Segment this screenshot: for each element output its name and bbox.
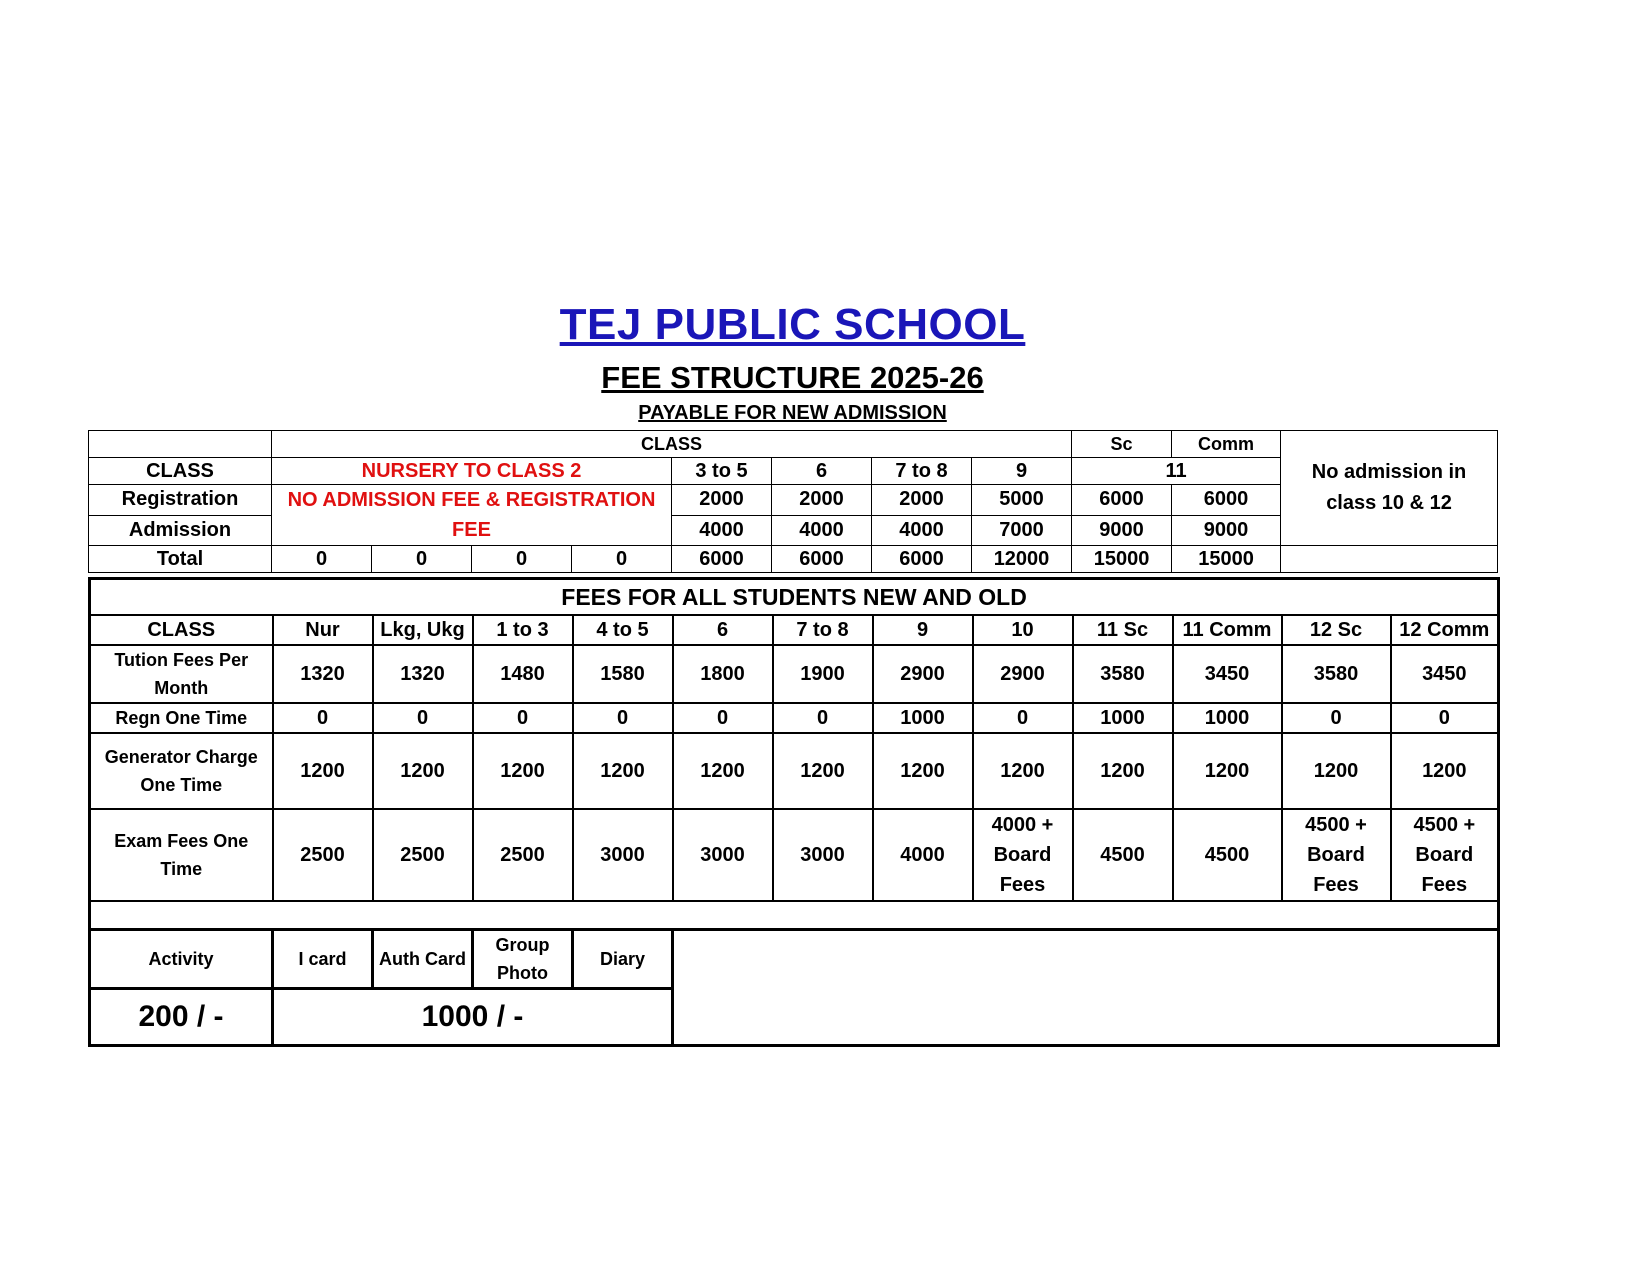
- fee-value: 2900: [873, 645, 973, 703]
- fee-value: 1200: [573, 733, 673, 809]
- fee-value: 4000: [873, 809, 973, 901]
- row-label: Generator Charge One Time: [90, 733, 273, 809]
- fee-value: 1200: [373, 733, 473, 809]
- activity-item: I card: [273, 930, 373, 989]
- registration-value: 6000: [1172, 485, 1281, 516]
- total-value: 0: [272, 546, 372, 573]
- class-col: 10: [973, 615, 1073, 645]
- class-col: 6: [673, 615, 773, 645]
- fee-value: 1800: [673, 645, 773, 703]
- comm-header: Comm: [1172, 431, 1281, 458]
- class-col: 12 Sc: [1282, 615, 1391, 645]
- blank-cell: [89, 431, 272, 458]
- class-col: Lkg, Ukg: [373, 615, 473, 645]
- registration-value: 5000: [972, 485, 1072, 516]
- fee-value: 3000: [773, 809, 873, 901]
- fee-value: 1200: [773, 733, 873, 809]
- no-fee-note: NO ADMISSION FEE & REGISTRATION FEE: [272, 485, 672, 546]
- payable-note: PAYABLE FOR NEW ADMISSION: [638, 402, 947, 424]
- class-label: CLASS: [90, 615, 273, 645]
- fee-value: 3580: [1073, 645, 1173, 703]
- fee-value: 2900: [973, 645, 1073, 703]
- spacer-row: [90, 901, 1499, 930]
- admission-value: 9000: [1172, 515, 1281, 546]
- table-row: [90, 733, 1499, 809]
- fee-value: 1200: [473, 733, 573, 809]
- total-value: 6000: [872, 546, 972, 573]
- admission-value: 4000: [672, 515, 772, 546]
- fee-value: 1200: [873, 733, 973, 809]
- class-col: 1 to 3: [473, 615, 573, 645]
- class-group: 3 to 5: [672, 458, 772, 485]
- class-header: CLASS: [272, 431, 1072, 458]
- fee-value: 4500: [1173, 809, 1282, 901]
- fee-value: 3000: [573, 809, 673, 901]
- total-value: 6000: [672, 546, 772, 573]
- fee-value: 1000: [873, 703, 973, 733]
- total-value: 15000: [1072, 546, 1172, 573]
- fee-structure-title: FEE STRUCTURE 2025-26: [601, 360, 984, 395]
- registration-value: 2000: [772, 485, 872, 516]
- class-11: 11: [1072, 458, 1281, 485]
- class-col: 7 to 8: [773, 615, 873, 645]
- total-value: 0: [472, 546, 572, 573]
- fee-value: 1580: [573, 645, 673, 703]
- fee-value: 0: [673, 703, 773, 733]
- row-label: Exam Fees One Time: [90, 809, 273, 901]
- fee-value: 1000: [1073, 703, 1173, 733]
- fee-value: 1320: [373, 645, 473, 703]
- registration-value: 6000: [1072, 485, 1172, 516]
- row-label: Tution Fees Per Month: [90, 645, 273, 703]
- total-value: 12000: [972, 546, 1072, 573]
- fee-value: 1200: [1391, 733, 1499, 809]
- fee-value: 3580: [1282, 645, 1391, 703]
- sc-header: Sc: [1072, 431, 1172, 458]
- fee-value: 1320: [273, 645, 373, 703]
- fee-value: 0: [573, 703, 673, 733]
- registration-value: 2000: [672, 485, 772, 516]
- total-value: 15000: [1172, 546, 1281, 573]
- table-row: [90, 809, 1499, 901]
- fee-value: 0: [473, 703, 573, 733]
- fee-value: 4000 + Board Fees: [973, 809, 1073, 901]
- fee-value: 0: [373, 703, 473, 733]
- class-col: Nur: [273, 615, 373, 645]
- fee-value: 3450: [1173, 645, 1282, 703]
- fee-value: 1900: [773, 645, 873, 703]
- class-col: 4 to 5: [573, 615, 673, 645]
- table-row: [90, 645, 1499, 703]
- class-col: 11 Sc: [1073, 615, 1173, 645]
- total-label: Total: [89, 546, 272, 573]
- activity-item: Diary: [573, 930, 673, 989]
- school-title: TEJ PUBLIC SCHOOL: [559, 300, 1026, 349]
- admission-value: 4000: [772, 515, 872, 546]
- activity-item: Auth Card: [373, 930, 473, 989]
- admission-fee-table: [88, 430, 1498, 573]
- fee-value: 0: [273, 703, 373, 733]
- activity-table: [88, 928, 1500, 1047]
- fee-value: 1200: [1282, 733, 1391, 809]
- fee-value: 0: [773, 703, 873, 733]
- fee-value: 3450: [1391, 645, 1499, 703]
- class-group: 7 to 8: [872, 458, 972, 485]
- fee-value: 1200: [673, 733, 773, 809]
- class-group: 9: [972, 458, 1072, 485]
- admission-value: 7000: [972, 515, 1072, 546]
- fee-value: 0: [1282, 703, 1391, 733]
- total-value: 0: [572, 546, 672, 573]
- fee-value: 1200: [1173, 733, 1282, 809]
- fee-value: 1200: [1073, 733, 1173, 809]
- fee-value: 2500: [473, 809, 573, 901]
- fee-value: 1000: [1173, 703, 1282, 733]
- fee-value: 1480: [473, 645, 573, 703]
- blank-cell: [1281, 546, 1498, 573]
- fee-value: 2500: [273, 809, 373, 901]
- class-group: 6: [772, 458, 872, 485]
- class-col: 12 Comm: [1391, 615, 1499, 645]
- fee-value: 0: [973, 703, 1073, 733]
- admission-value: 4000: [872, 515, 972, 546]
- fee-value: 2500: [373, 809, 473, 901]
- activity-fee: 200 / -: [90, 989, 273, 1046]
- no-admission-note: No admission in class 10 & 12: [1281, 431, 1498, 546]
- admission-label: Admission: [89, 515, 272, 546]
- all-students-fee-table: [88, 577, 1500, 931]
- registration-value: 2000: [872, 485, 972, 516]
- activity-label: Activity: [90, 930, 273, 989]
- activity-item: Group Photo: [473, 930, 573, 989]
- total-value: 0: [372, 546, 472, 573]
- all-students-heading: FEES FOR ALL STUDENTS NEW AND OLD: [90, 579, 1499, 616]
- fee-value: 4500: [1073, 809, 1173, 901]
- fee-value: 1200: [273, 733, 373, 809]
- row-label: Regn One Time: [90, 703, 273, 733]
- class-col: 9: [873, 615, 973, 645]
- blank-area: [673, 930, 1499, 1046]
- registration-label: Registration: [89, 485, 272, 516]
- nursery-range: NURSERY TO CLASS 2: [272, 458, 672, 485]
- fee-value: 4500 + Board Fees: [1391, 809, 1499, 901]
- class-label: CLASS: [89, 458, 272, 485]
- table-row: [90, 703, 1499, 733]
- class-col: 11 Comm: [1173, 615, 1282, 645]
- total-value: 6000: [772, 546, 872, 573]
- admission-value: 9000: [1072, 515, 1172, 546]
- fee-value: 3000: [673, 809, 773, 901]
- fee-value: 1200: [973, 733, 1073, 809]
- items-fee: 1000 / -: [273, 989, 673, 1046]
- fee-value: 4500 + Board Fees: [1282, 809, 1391, 901]
- fee-value: 0: [1391, 703, 1499, 733]
